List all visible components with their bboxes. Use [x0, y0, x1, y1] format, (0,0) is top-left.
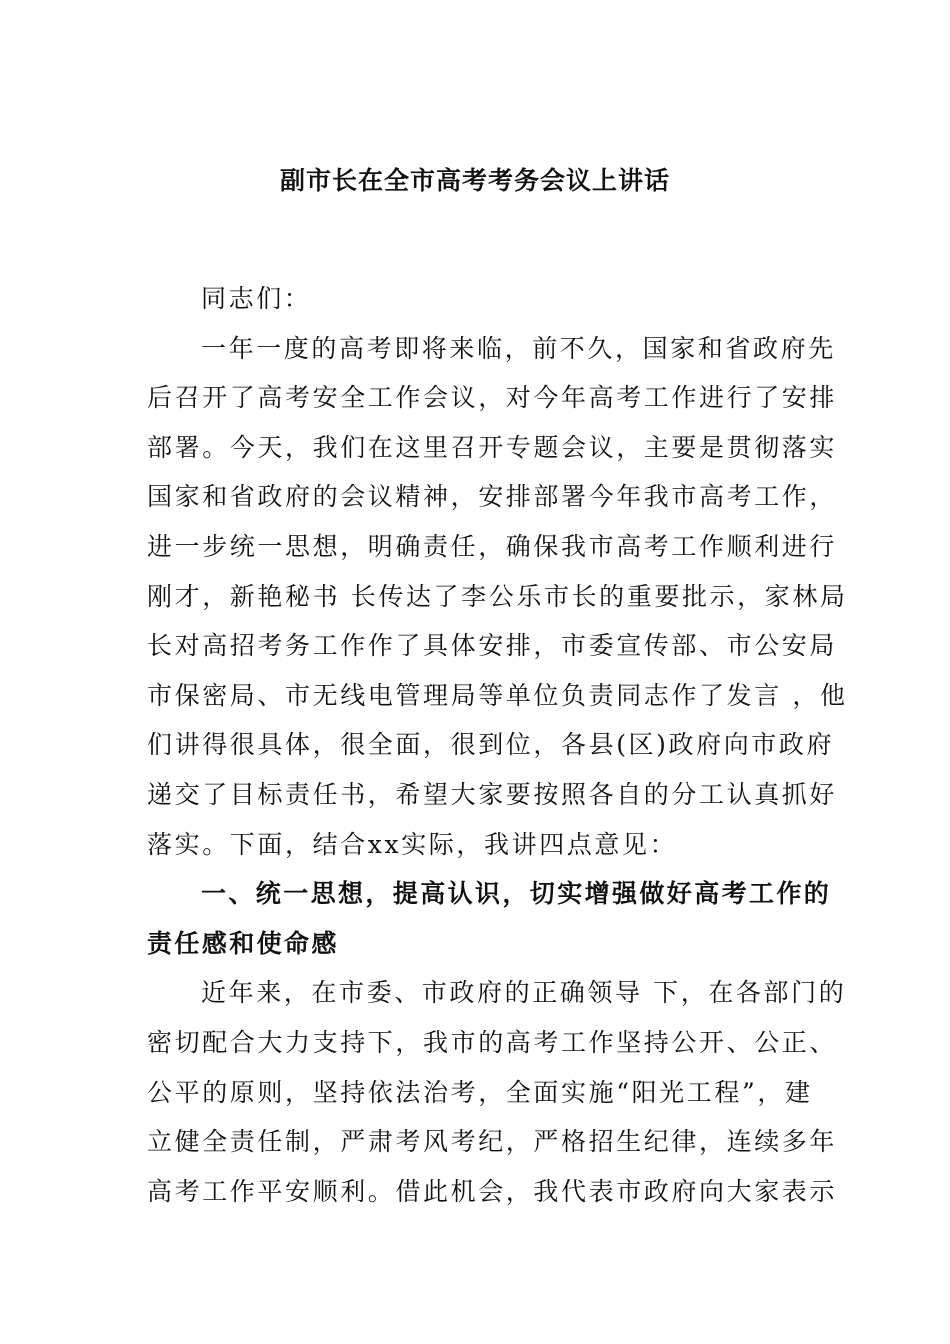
paragraph-line: 后召开了高考安全工作会议，对今年高考工作进行了安排: [147, 383, 838, 413]
section-heading-line: 一、统一思想，提高认识，切实增强做好高考工作的: [201, 879, 832, 909]
salutation-line: 同志们：: [201, 284, 312, 313]
paragraph-line: 近年来，在市委、市政府的正确领导 下，在各部门的: [201, 978, 847, 1008]
document-body: [147, 274, 848, 1216]
paragraph-line: 国家和省政府的会议精神，安排部署今年我市高考工作，: [147, 482, 838, 512]
paragraph-line: 落实。下面，结合xx实际，我讲四点意见：: [147, 829, 678, 859]
paragraph-line: 们讲得很具体，很全面，很到位，各县(区)政府向市政府: [147, 730, 835, 760]
paragraph-line: 公平的原则，坚持依法治考，全面实施“阳光工程”，建: [147, 1077, 813, 1107]
paragraph-line: 递交了目标责任书，希望大家要按照各自的分工认真抓好: [147, 779, 838, 809]
paragraph-line: 部署。今天，我们在这里召开专题会议，主要是贯彻落实: [147, 432, 838, 462]
section-heading-line: 责任感和使命感: [147, 928, 339, 958]
paragraph-line: 市保密局、市无线电管理局等单位负责同志作了发言 ，他: [147, 680, 848, 710]
document-title: 副市长在全市高考考务会议上讲话: [279, 166, 670, 195]
paragraph-line: 立健全责任制，严肃考风考纪，严格招生纪律，连续多年: [147, 1127, 838, 1157]
paragraph-line: 进一步统一思想，明确责任，确保我市高考工作顺利进行: [147, 531, 838, 561]
paragraph-line: 密切配合大力支持下，我市的高考工作坚持公开、公正、: [147, 1027, 838, 1057]
paragraph-line: 一年一度的高考即将来临，前不久，国家和省政府先: [201, 333, 836, 363]
paragraph-line: 刚才，新艳秘书 长传达了李公乐市长的重要批示，家林局: [147, 581, 848, 611]
paragraph-line: 高考工作平安顺利。借此机会，我代表市政府向大家表示: [147, 1176, 838, 1206]
paragraph-line: 长对高招考务工作作了具体安排，市委宣传部、市公安局: [147, 631, 838, 661]
